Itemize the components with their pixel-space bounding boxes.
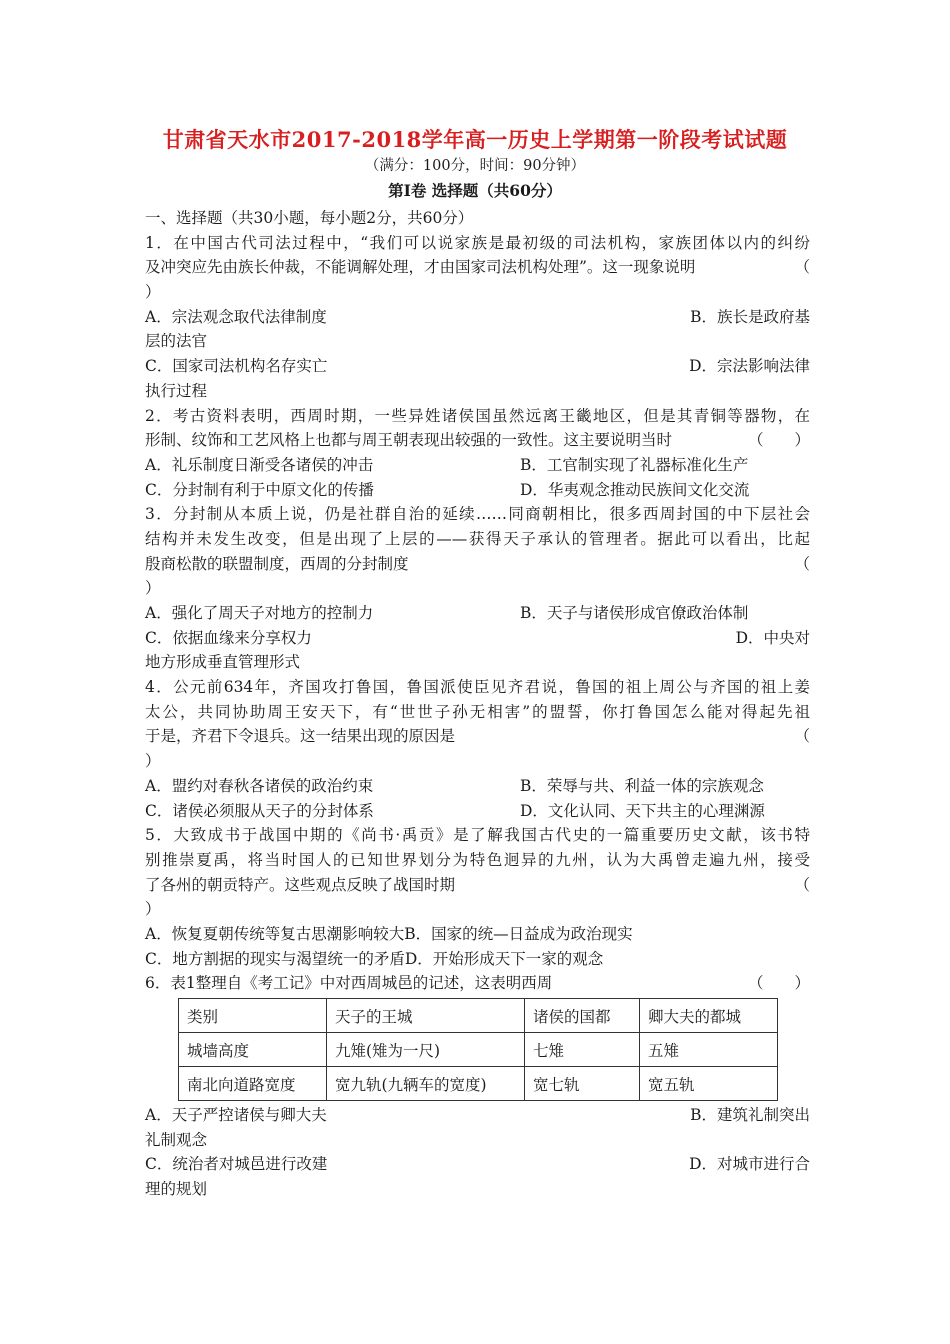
answer-paren-close: ） <box>145 579 161 598</box>
option-c: C．国家司法机构名存实亡 <box>145 357 328 376</box>
questions-body <box>145 206 810 1202</box>
question-3-options-cd <box>145 626 810 651</box>
option-b-cont: 礼制观念 <box>145 1130 208 1149</box>
question-2-options-ab <box>145 453 810 478</box>
question-6-line-1 <box>145 971 810 996</box>
option-a: A．盟约对春秋各诸侯的政治约束 <box>145 776 374 795</box>
table-cell: 九雉(雉为一尺) <box>327 1033 525 1067</box>
question-6-options-ab <box>145 1103 810 1128</box>
option-b: B．荣辱与共、利益一体的宗族观念 <box>520 776 764 795</box>
question-1-options-ab <box>145 305 810 330</box>
answer-paren: （ ） <box>747 974 810 993</box>
option-c: C．分封制有利于中原文化的传播 <box>145 480 374 499</box>
option-d-cont: 地方形成垂直管理形式 <box>145 653 301 672</box>
question-3-options-ab <box>145 601 810 626</box>
question-1-line-1: 1．在中国古代司法过程中，“我们可以说家族是最初级的司法机构，家族团体以内的纠纷 <box>145 233 810 252</box>
question-3-text: 殷商松散的联盟制度，西周的分封制度 <box>145 554 409 573</box>
option-d: D．中央对 <box>735 628 810 647</box>
question-4-options-cd <box>145 799 810 824</box>
question-2-options-cd <box>145 478 810 503</box>
question-5-options-ab: A．恢复夏朝传统等复古思潮影响较大B．国家的统—日益成为政治现实 <box>145 924 633 943</box>
option-d: D．对城市进行合 <box>689 1155 810 1174</box>
option-b: B．建筑礼制突出 <box>690 1106 810 1124</box>
option-d: D．华夷观念推动民族间文化交流 <box>520 480 750 499</box>
table-cell: 七雉 <box>525 1033 640 1067</box>
table-header-row <box>179 999 778 1033</box>
question-6-options-cd <box>145 1152 810 1177</box>
question-4-options-ab <box>145 774 810 799</box>
table-cell: 南北向道路宽度 <box>179 1067 327 1101</box>
question-6-text: 6．表1整理自《考工记》中对西周城邑的记述，这表明西周 <box>145 974 553 993</box>
answer-paren-close: ） <box>145 283 161 302</box>
option-d-cont: 理的规划 <box>145 1180 208 1199</box>
table-cell: 五雉 <box>640 1033 778 1067</box>
answer-paren-close: ） <box>145 752 161 771</box>
question-1-text: 及冲突应先由族长仲裁，不能调解处理，才由国家司法机构处理”。这一现象说明 <box>145 258 696 277</box>
answer-paren: （ ） <box>747 431 810 450</box>
option-c: C．诸侯必须服从天子的分封体系 <box>145 801 374 820</box>
question-5-line-3 <box>145 873 810 898</box>
table-cell: 宽七轨 <box>525 1067 640 1101</box>
question-3-line-2: 结构并未发生改变，但是出现了上层的——获得天子承认的管理者。据此可以看出，比起 <box>145 529 810 548</box>
question-5-line-2: 别推崇夏禹，将当时国人的已知世界划分为特色迥异的九州，认为大禹曾走遍九州，接受 <box>145 850 810 869</box>
exam-title: 甘肃省天水市2017-2018学年高一历史上学期第一阶段考试试题 <box>162 127 788 152</box>
answer-paren-open: （ <box>794 554 810 573</box>
question-3-line-3 <box>145 552 810 577</box>
table-header-cell: 诸侯的国都 <box>525 999 640 1033</box>
table-row <box>179 1067 778 1101</box>
question-4-line-1: 4．公元前634年，齐国攻打鲁国，鲁国派使臣见齐君说，鲁国的祖上周公与齐国的祖上姜 <box>145 678 810 697</box>
option-a: A．天子严控诸侯与卿大夫 <box>145 1106 327 1124</box>
option-b: B．天子与诸侯形成官僚政治体制 <box>520 604 749 622</box>
question-1-options-cd <box>145 354 810 379</box>
city-table <box>178 998 778 1101</box>
section-intro: 一、选择题（共30小题，每小题2分，共60分） <box>145 209 474 227</box>
table-row <box>179 1033 778 1067</box>
answer-paren-close: ） <box>145 900 161 919</box>
option-a: A．礼乐制度日渐受各诸侯的冲击 <box>145 455 374 474</box>
table-cell: 宽五轨 <box>640 1067 778 1101</box>
option-d: D．文化认同、天下共主的心理渊源 <box>520 801 765 820</box>
table-header-cell: 类别 <box>179 999 327 1033</box>
question-5-options-cd: C．地方割据的现实与渴望统一的矛盾D．开始形成天下一家的观念 <box>145 949 604 968</box>
option-a: A．强化了周天子对地方的控制力 <box>145 604 374 622</box>
question-4-line-2: 太公，共同协助周王安天下，有“世世子孙无相害”的盟誓，你打鲁国怎么能对得起先祖 <box>145 702 810 721</box>
option-b: B．族长是政府基 <box>690 307 810 326</box>
table-header-cell: 卿大夫的都城 <box>640 999 778 1033</box>
question-1-line-2 <box>145 255 810 280</box>
option-b: B．工官制实现了礼器标准化生产 <box>520 455 749 474</box>
table-cell: 城墙高度 <box>179 1033 327 1067</box>
question-2-line-1: 2．考古资料表明，西周时期，一些异姓诸侯国虽然远离王畿地区，但是其青铜等器物，在 <box>145 406 810 425</box>
exam-subtitle: （满分：100分，时间：90分钟） <box>364 158 586 174</box>
option-d: D．宗法影响法律 <box>689 357 810 376</box>
question-2-line-2 <box>145 428 810 453</box>
table-cell: 宽九轨(九辆车的宽度) <box>327 1067 525 1101</box>
answer-paren-open: （ <box>794 258 810 277</box>
answer-paren-open: （ <box>794 875 810 894</box>
answer-paren-open: （ <box>794 727 810 746</box>
question-3-line-1: 3．分封制从本质上说，仍是社群自治的延续……同商朝相比，很多西周封国的中下层社会 <box>145 505 810 524</box>
question-4-text: 于是，齐君下令退兵。这一结果出现的原因是 <box>145 727 456 746</box>
question-5-line-1: 5．大致成书于战国中期的《尚书·禹贡》是了解我国古代史的一篇重要历史文献，该书特 <box>145 826 810 845</box>
question-4-line-3 <box>145 724 810 749</box>
table-header-cell: 天子的王城 <box>327 999 525 1033</box>
section-heading: 第Ⅰ卷 选择题（共60分） <box>388 181 562 200</box>
option-b-cont: 层的法官 <box>145 332 208 351</box>
question-2-text: 形制、纹饰和工艺风格上也都与周王朝表现出较强的一致性。这主要说明当时 <box>145 431 673 450</box>
option-a: A．宗法观念取代法律制度 <box>145 307 327 326</box>
option-d-cont: 执行过程 <box>145 381 208 400</box>
question-5-text: 了各州的朝贡特产。这些观点反映了战国时期 <box>145 875 456 894</box>
option-c: C．依据血缘来分享权力 <box>145 628 312 647</box>
option-c: C．统治者对城邑进行改建 <box>145 1155 328 1174</box>
